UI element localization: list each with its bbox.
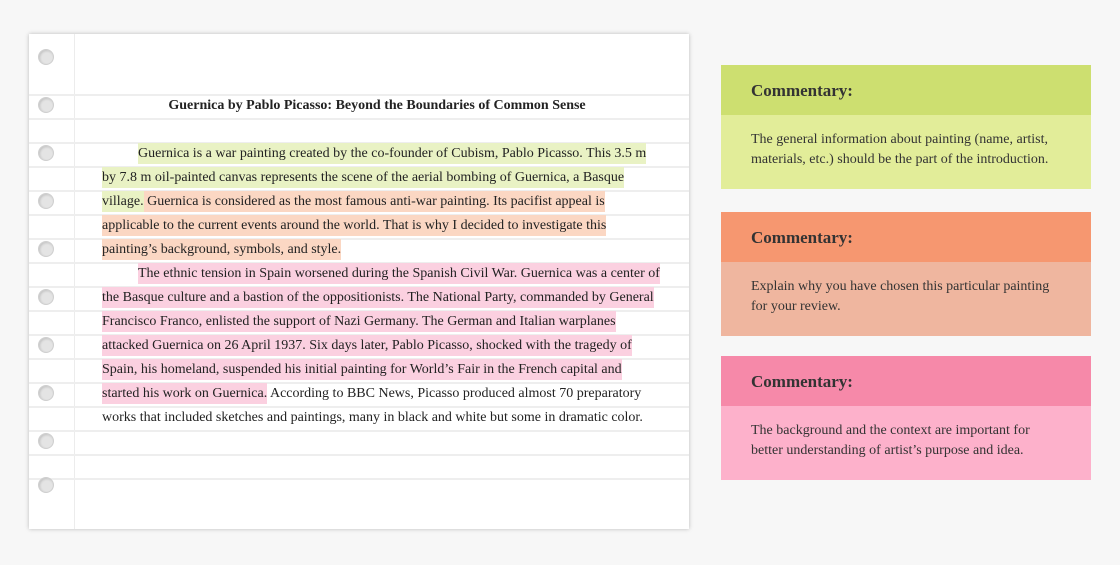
commentary-header: Commentary: xyxy=(721,212,1091,262)
commentary-text: The background and the context are important for better understanding of artist’s purpose and idea. xyxy=(721,406,1091,480)
document-body xyxy=(102,142,662,430)
commentary-card-background xyxy=(721,356,1091,480)
document-title: Guernica by Pablo Picasso: Beyond the Boundaries of Common Sense xyxy=(168,98,586,113)
commentary-card-purpose xyxy=(721,212,1091,336)
binder-hole-icon xyxy=(38,477,54,493)
commentary-header: Commentary: xyxy=(721,65,1091,115)
paragraph-introduction xyxy=(102,142,662,262)
paragraph-text: According to BBC News, Picasso produced almost 70 preparatory works that included sketches and paintings, many in black and white but some in dramatic color. xyxy=(102,386,643,425)
binder-hole-icon xyxy=(38,385,54,401)
highlight-background[interactable]: The ethnic tension in Spain worsened during the Spanish Civil War. Guernica was a center of the Basque culture and a bastion of the oppositionists. The National Party, commanded by General Francisco Franco, enlisted the support of Nazi Germany. The German and Italian warplanes attacked Guernica on 26 April 1937. Six days later, Pablo Picasso, shocked with the tragedy of Spain, his homeland, suspended his initial painting for World’s Fair in the French capital and started his work on Guernica. xyxy=(102,263,660,404)
commentary-text: Explain why you have chosen this particular painting for your review. xyxy=(721,262,1091,336)
binder-hole-icon xyxy=(38,241,54,257)
highlight-purpose[interactable]: Guernica is considered as the most famous anti-war painting. Its pacifist appeal is applicable to the current events around the world. That is why I decided to investigate this painting’s background, symbols, and style. xyxy=(102,191,606,260)
binder-hole-icon xyxy=(38,289,54,305)
binder-hole-icon xyxy=(38,337,54,353)
ruled-line xyxy=(29,454,689,456)
ruled-line xyxy=(29,478,689,480)
commentary-text: The general information about painting (name, artist, materials, etc.) should be the part of the introduction. xyxy=(721,115,1091,189)
binder-hole-icon xyxy=(38,97,54,113)
binder-hole-icon xyxy=(38,433,54,449)
commentary-card-general-info xyxy=(721,65,1091,189)
binder-hole-icon xyxy=(38,145,54,161)
ruled-line xyxy=(29,430,689,432)
binder-hole-icon xyxy=(38,193,54,209)
ruled-line xyxy=(29,94,689,96)
ruled-line xyxy=(29,118,689,120)
commentary-header: Commentary: xyxy=(721,356,1091,406)
binder-hole-icon xyxy=(38,49,54,65)
document-page xyxy=(29,34,689,529)
paragraph-background xyxy=(102,262,662,430)
highlight-general-info[interactable]: Guernica is a war painting created by the co-founder of Cubism, Pablo Picasso. This 3.5 m by 7.8 m oil-painted canvas represents the scene of the aerial bombing of Guernica, a Basque village. xyxy=(102,143,646,212)
